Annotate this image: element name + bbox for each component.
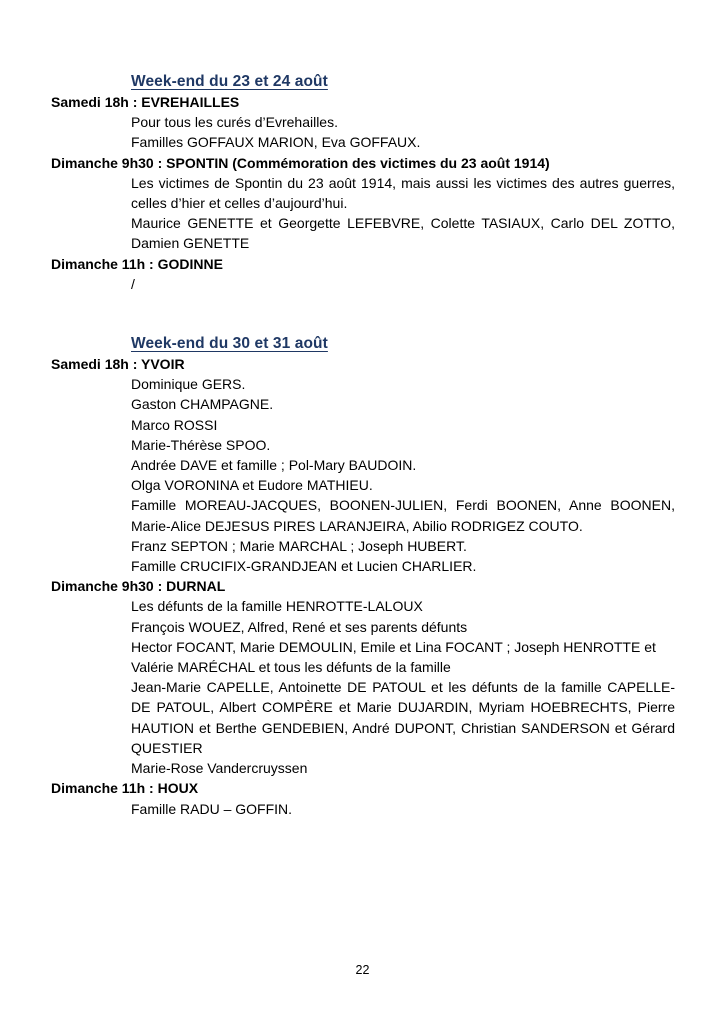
service-entry: Marco ROSSI [131,416,218,433]
service-entry: Marie-Rose Vandercruyssen [131,760,308,777]
service-entry: Maurice GENETTE et Georgette LEFEBVRE, Colette TASIAUX, Carlo DEL ZOTTO, Damien GENETTE [131,215,675,252]
service-entry: Franz SEPTON ; Marie MARCHAL ; Joseph HUBERT. [131,537,467,554]
service-entry: Marie-Thérèse SPOO. [131,436,271,453]
service-entry: Dominique GERS. [131,376,246,393]
service-entry: Hector FOCANT, Marie DEMOULIN, Emile et Lina FOCANT ; Joseph HENROTTE et Valérie MARÉCHAL et tous les défunts de la famille [131,638,656,676]
service-entry: Famille MOREAU-JACQUES, BOONEN-JULIEN, Ferdi BOONEN, Anne BOONEN, Marie-Alice DEJESUS PIRES LARANJEIRA, Abilio RODRIGEZ COUTO. [131,497,675,534]
service-block [51,254,675,294]
service-title: Samedi 18h : YVOIR [51,356,185,373]
service-block [51,153,675,254]
service-entry: Gaston CHAMPAGNE. [131,396,274,413]
service-entry: Familles GOFFAUX MARION, Eva GOFFAUX. [131,134,421,151]
service-block [51,92,675,153]
service-title: Dimanche 9h30 : DURNAL [51,578,226,595]
service-title: Dimanche 11h : GODINNE [51,255,223,272]
service-entry: Jean-Marie CAPELLE, Antoinette DE PATOUL et les défunts de la famille CAPELLE-DE PATOUL, Albert COMPÈRE et Marie DUJARDIN, Myriam HOEBRECHTS, Pierre HAUTION et Berthe GENDEBIEN, André DUPONT, Christian SANDERSON et Gérard QUESTIER [131,679,675,756]
service-entry: Famille RADU – GOFFIN. [131,800,293,817]
service-title: Dimanche 9h30 : SPONTIN (Commémoration des victimes du 23 août 1914) [51,154,550,171]
service-entry: Olga VORONINA et Eudore MATHIEU. [131,477,373,494]
service-block [51,778,675,818]
service-entry: Andrée DAVE et famille ; Pol-Mary BAUDOIN. [131,457,417,474]
service-entry: Les défunts de la famille HENROTTE-LALOUX [131,598,423,615]
service-block [51,354,675,576]
weekend-section [51,72,675,294]
service-entry: Pour tous les curés d’Evrehailles. [131,114,338,131]
service-entry: Famille CRUCIFIX-GRANDJEAN et Lucien CHARLIER. [131,558,477,575]
weekend-section [51,334,675,819]
weekend-heading: Week-end du 30 et 31 août [131,335,328,353]
service-entry: Les victimes de Spontin du 23 août 1914, mais aussi les victimes des autres guerres, celles d’hier et celles d’aujourd’hui. [131,174,675,212]
service-entry: / [131,275,135,292]
section-spacer [51,294,675,334]
service-entry: François WOUEZ, Alfred, René et ses parents défunts [131,618,468,635]
service-block [51,576,675,778]
weekend-heading: Week-end du 23 et 24 août [131,73,328,90]
page-number: 22 [355,963,370,977]
service-title: Samedi 18h : EVREHAILLES [51,94,240,110]
document-body [51,72,675,819]
service-title: Dimanche 11h : HOUX [51,780,199,797]
